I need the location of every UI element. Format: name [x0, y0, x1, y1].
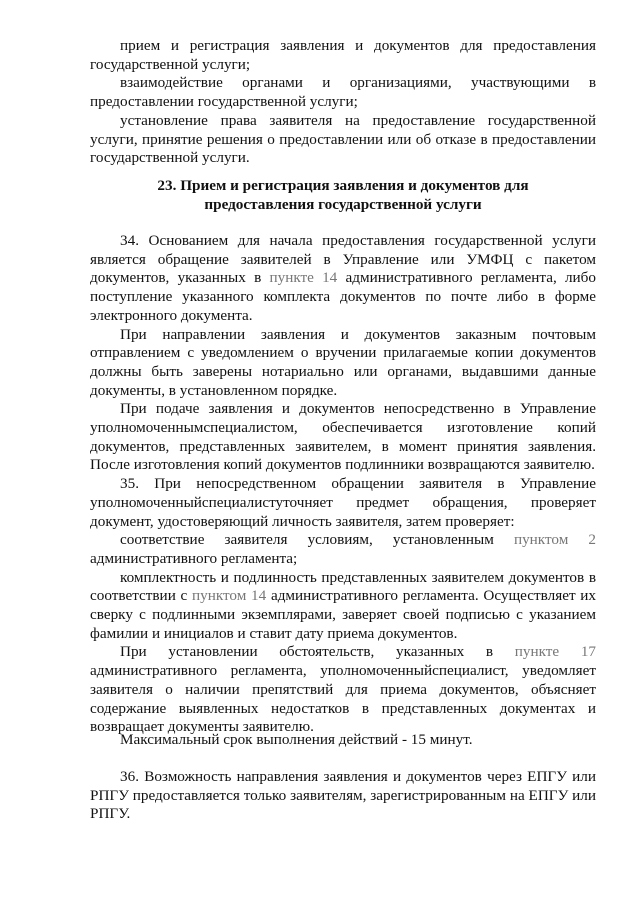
paragraph-obstacles-text: При установлении обстоятельств, указанных в — [120, 643, 515, 661]
paragraph-34-text: 34. Основанием для начала предоставления государственной услуги является обращение заявителей в Управление или УМФЦ с пакетом документов, указанных в — [90, 232, 596, 287]
check-item-completeness-text-end: административного регламента. Осуществляет их сверку с подлинными экземплярами, заверяет своей подписью с указанием фамилии и инициалов и ставит дату приема документов. — [90, 587, 597, 642]
paragraph-max-time: Максимальный срок выполнения действий - 15 минут. — [120, 731, 473, 748]
check-item-completeness-text: комплектность и подлинность представленных заявителем документов в соответствии с — [90, 568, 596, 605]
intro-item-interaction: взаимодействие органами и организациями, участвующими в предоставлении государственной услуги; — [90, 74, 596, 111]
section-body — [90, 232, 596, 737]
paragraph-34 — [90, 232, 596, 326]
clause-14-link-2[interactable]: пунктом 14 — [191, 587, 267, 605]
intro-item-right-establishment: установление права заявителя на предоставление государственной услуги, принятие решения о предоставлении или об отказе в предоставлении государственной услуги. — [90, 111, 596, 167]
paragraph-mail-submission: При направлении заявления и документов заказным почтовым отправлением с уведомлением о вручении прилагаемые копии документов должны быть заверены нотариально или органами, выдавшими данные документы, в установленном порядке. — [90, 325, 596, 399]
intro-item-reception: прием и регистрация заявления и документов для предоставления государственной услуги; — [90, 37, 596, 73]
intro-list — [90, 37, 596, 168]
paragraph-36-block — [90, 768, 596, 824]
check-item-compliance-text-end: административного регламента; — [90, 549, 298, 567]
paragraph-direct-submission: При подаче заявления и документов непосредственно в Управление уполномоченнымспециалистом, обеспечивается изготовление копий документов, представленных заявителем, в момент принятия заявления. После изготовления копий документов подлинники возвращаются заявителю. — [90, 400, 596, 474]
paragraph-36: 36. Возможность направления заявления и документов через ЕПГУ или РПГУ предоставляется только заявителям, зарегистрированным на ЕПГУ или РПГУ. — [90, 768, 596, 823]
clause-2-link[interactable]: пунктом 2 — [513, 531, 596, 549]
section-title-line2: предоставления государственной услуги — [204, 195, 482, 213]
paragraph-obstacles — [90, 643, 596, 737]
check-item-compliance-text: соответствие заявителя условиям, установленным — [120, 531, 514, 549]
paragraph-35: 35. При непосредственном обращении заявителя в Управление уполномоченныйспециалистуточняет предмет обращения, проверяет документ, удостоверяющий личность заявителя, затем проверяет: — [90, 475, 596, 530]
paragraph-obstacles-text-end: административного регламента, уполномоченныйспециалист, уведомляет заявителя о наличии препятствий для приема документов, объясняет содержание выявленных недостатков в представленных документах и возвращает документы заявителю. — [90, 662, 596, 736]
max-time-block — [90, 731, 596, 750]
check-item-compliance — [90, 531, 596, 568]
clause-14-link[interactable]: пункте 14 — [269, 269, 338, 287]
section-title-line1: 23. Прием и регистрация заявления и документов для — [157, 177, 529, 194]
section-heading — [90, 177, 596, 214]
paragraph-34-text-end: административного регламента, либо поступление указанного комплекта документов по почте либо в форме электронного документа. — [90, 269, 596, 324]
clause-17-link[interactable]: пункте 17 — [514, 643, 597, 661]
check-item-completeness — [90, 569, 596, 644]
